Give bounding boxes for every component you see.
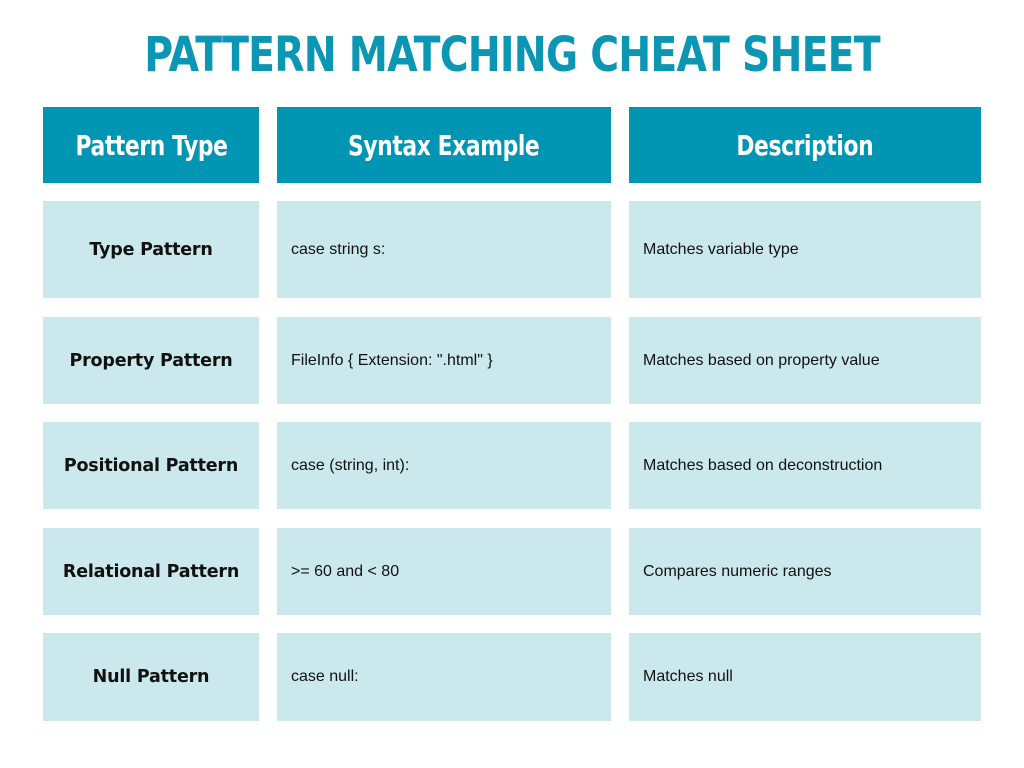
- column-header-description: [629, 107, 981, 183]
- pattern-type-label: Null Pattern: [92, 667, 210, 687]
- row-positional-pattern-type-cell: [43, 422, 259, 509]
- column-header-label: Syntax Example: [348, 128, 540, 162]
- description-text: Matches based on deconstruction: [643, 456, 883, 474]
- pattern-type-label: Positional Pattern: [63, 455, 239, 476]
- description-text: Compares numeric ranges: [643, 562, 832, 580]
- row-null-pattern-syntax-cell: [277, 633, 611, 721]
- syntax-example-text: case string s:: [291, 240, 386, 258]
- row-relational-pattern-type-cell: [43, 528, 259, 615]
- row-positional-pattern-syntax-cell: [277, 422, 611, 509]
- syntax-example-text: case (string, int):: [291, 456, 410, 474]
- pattern-type-label: Type Pattern: [89, 239, 213, 260]
- row-relational-pattern-description-cell: [629, 528, 981, 615]
- column-header-pattern-type: [43, 107, 259, 183]
- row-property-pattern-syntax-cell: [277, 317, 611, 404]
- description-text: Matches based on property value: [643, 351, 880, 369]
- syntax-example-text: FileInfo { Extension: ".html" }: [291, 351, 493, 369]
- syntax-example-text: >= 60 and < 80: [291, 562, 400, 580]
- row-type-pattern-type-cell: [43, 201, 259, 298]
- column-header-label: Description: [736, 128, 874, 162]
- column-header-syntax-example: [277, 107, 611, 183]
- column-header-label: Pattern Type: [74, 128, 228, 162]
- pattern-type-label: Relational Pattern: [62, 561, 240, 582]
- page-title: PATTERN MATCHING CHEAT SHEET: [144, 27, 880, 83]
- row-property-pattern-type-cell: [43, 317, 259, 404]
- row-property-pattern-description-cell: [629, 317, 981, 404]
- row-type-pattern-description-cell: [629, 201, 981, 298]
- row-null-pattern-description-cell: [629, 633, 981, 721]
- description-text: Matches null: [643, 668, 733, 685]
- row-type-pattern-syntax-cell: [277, 201, 611, 298]
- row-positional-pattern-description-cell: [629, 422, 981, 509]
- row-relational-pattern-syntax-cell: [277, 528, 611, 615]
- pattern-type-label: Property Pattern: [69, 350, 233, 371]
- syntax-example-text: case null:: [291, 668, 359, 685]
- row-null-pattern-type-cell: [43, 633, 259, 721]
- description-text: Matches variable type: [643, 240, 799, 258]
